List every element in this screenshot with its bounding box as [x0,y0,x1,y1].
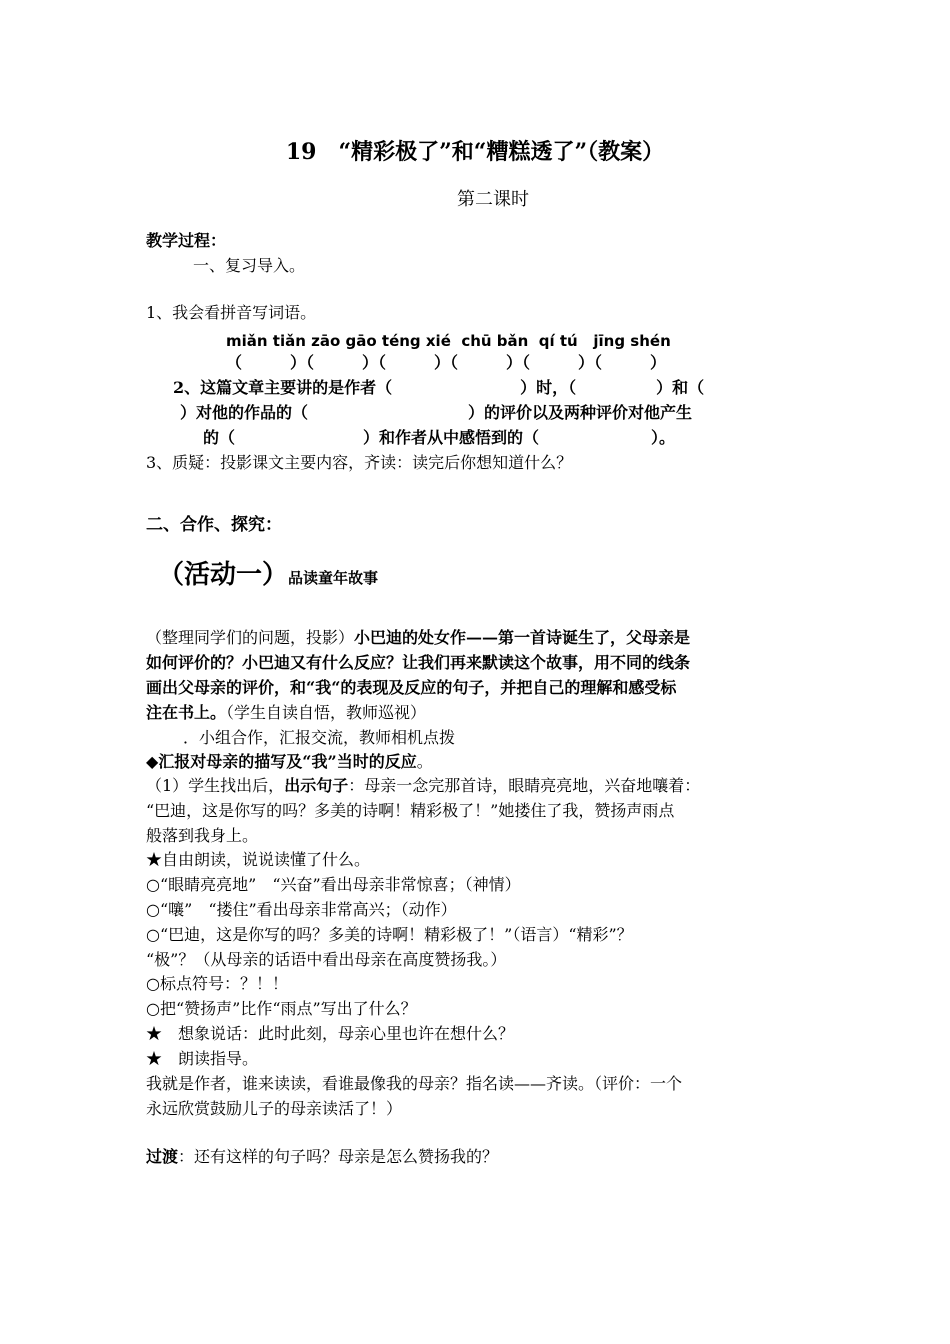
transition: 过渡：还有这样的句子吗？母亲是怎么赞扬我的？ [146,1147,499,1166]
para-1-line-1: （整理同学们的问题，投影）小巴迪的处女作——第一首诗诞生了，父母亲是 [146,628,691,647]
section2-heading: 二、合作、探究： [146,515,282,535]
para-1-line-2: 如何评价的？小巴迪又有什么反应？让我们再来默读这个故事，用不同的线条 [146,653,691,672]
sentence-1-line-1: （1）学生找出后，出示句子：母亲一念完那首诗，眼睛亮亮地，兴奋地嚷着： [146,776,701,795]
activity-title: （活动一） [158,560,289,590]
group-work: ．小组合作，汇报交流，教师相机点拨 [183,728,456,747]
section1-heading: 一、复习导入。 [193,256,306,275]
item-2-line-2: ）对他的作品的（ ）的评价以及两种评价对他产生 [180,403,693,422]
star-item-1: ★自由朗读，说说读懂了什么。 [146,850,371,869]
reading-line-2: 永远欣赏鼓励儿子的母亲读活了！） [146,1099,403,1118]
sentence-1-line-2: “巴迪，这是你写的吗？多美的诗啊！精彩极了！”她搂住了我，赞扬声雨点 [146,801,675,820]
para-1-line-3: 画出父母亲的评价，和“我“的表现及反应的句子，并把自己的理解和感受标 [146,678,677,697]
circle-item-3-line-2: “极”？（从母亲的话语中看出母亲在高度赞扬我。） [146,950,507,969]
activity-heading [158,558,378,595]
item-3: 3、质疑：投影课文主要内容，齐读：读完后你想知道什么？ [146,453,573,472]
circle-item-2: ○“嚷” “搂住”看出母亲非常高兴；（动作） [146,900,457,919]
document-page: 19 “精彩极了”和“糟糕透了”（教案） 第二课时 教学过程： 一、复习导入。 1、我会看拼音写词语。 miǎn tiǎn zāo gāo téng xié chū bǎn qí tú jīng shén （ ）（ ）（ ）（ ）（ ）（ ） 2、这篇文章主要讲的是作者（ ）时，（ ）和（ ）对他的作品的（ ）的评价以及两种评价对他产生 的（ ）和作者从中感悟到的（ ）。 3、质疑：投影课文主要内容，齐读：读完后你想知道什么？ 二、合作、探究： （活动一）品读童年故事 （整理同学们的问题，投影）小巴迪的处女作——第一首诗诞生了，父母亲是 如何评价的？小巴迪又有什么反应？让我们再来默读这个故事，用不同的线条 画出父母亲的评价，和“我“的表现及反应的句子，并把自己的理解和感受标 注在书上。（学生自读自悟，教师巡视） ．小组合作，汇报交流，教师相机点拨 ◆汇报对母亲的描写及“我”当时的反应。 （1）学生找出后，出示句子：母亲一念完那首诗，眼睛亮亮地，兴奋地嚷着： “巴迪，这是你写的吗？多美的诗啊！精彩极了！”她搂住了我，赞扬声雨点 般落到我身上。 ★自由朗读，说说读懂了什么。 ○“眼睛亮亮地” “兴奋”看出母亲非常惊喜；（神情） ○“嚷” “搂住”看出母亲非常高兴；（动作） ○“巴迪，这是你写的吗？多美的诗啊！精彩极了！”（语言）“精彩”？ “极”？（从母亲的话语中看出母亲在高度赞扬我。） ○标点符号：？！！ ○把“赞扬声”比作“雨点”写出了什么？ ★ 想象说话：此时此刻，母亲心里也许在想什么？ ★ 朗读指导。 我就是作者，谁来读读，看谁最像我的母亲？指名读——齐读。（评价：一个 永远欣赏鼓励儿子的母亲读活了！） 过渡：还有这样的句子吗？母亲是怎么赞扬我的？ [0,0,950,1344]
item-2-line-1: 2、这篇文章主要讲的是作者（ ）时，（ ）和（ [173,378,705,397]
process-heading: 教学过程： [146,231,227,250]
star-item-2: ★ 想象说话：此时此刻，母亲心里也许在想什么？ [146,1024,515,1043]
reading-line-1: 我就是作者，谁来读读，看谁最像我的母亲？指名读——齐读。（评价：一个 [146,1074,683,1093]
report-heading: ◆汇报对母亲的描写及“我”当时的反应。 [146,752,433,771]
blank-row: （ ）（ ）（ ）（ ）（ ）（ ） [226,353,667,372]
sentence-1-line-3: 般落到我身上。 [146,826,259,845]
circle-item-4: ○标点符号：？！！ [146,974,288,993]
circle-item-3: ○“巴迪，这是你写的吗？多美的诗啊！精彩极了！”（语言）“精彩”？ [146,925,633,944]
circle-item-5: ○把“赞扬声”比作“雨点”写出了什么？ [146,999,417,1018]
item-2-line-3: 的（ ）和作者从中感悟到的（ ）。 [203,428,676,447]
circle-item-1: ○“眼睛亮亮地” “兴奋”看出母亲非常惊喜；（神情） [146,875,521,894]
star-item-3: ★ 朗读指导。 [146,1049,259,1068]
document-title: 19 “精彩极了”和“糟糕透了”（教案） [285,139,665,165]
para-1-line-4: 注在书上。（学生自读自悟，教师巡视） [146,703,427,722]
activity-subtitle: 品读童年故事 [288,569,379,587]
item-1: 1、我会看拼音写词语。 [146,303,317,322]
pinyin-row: miǎn tiǎn zāo gāo téng xié chū bǎn qí tú jīng shén [226,332,671,350]
